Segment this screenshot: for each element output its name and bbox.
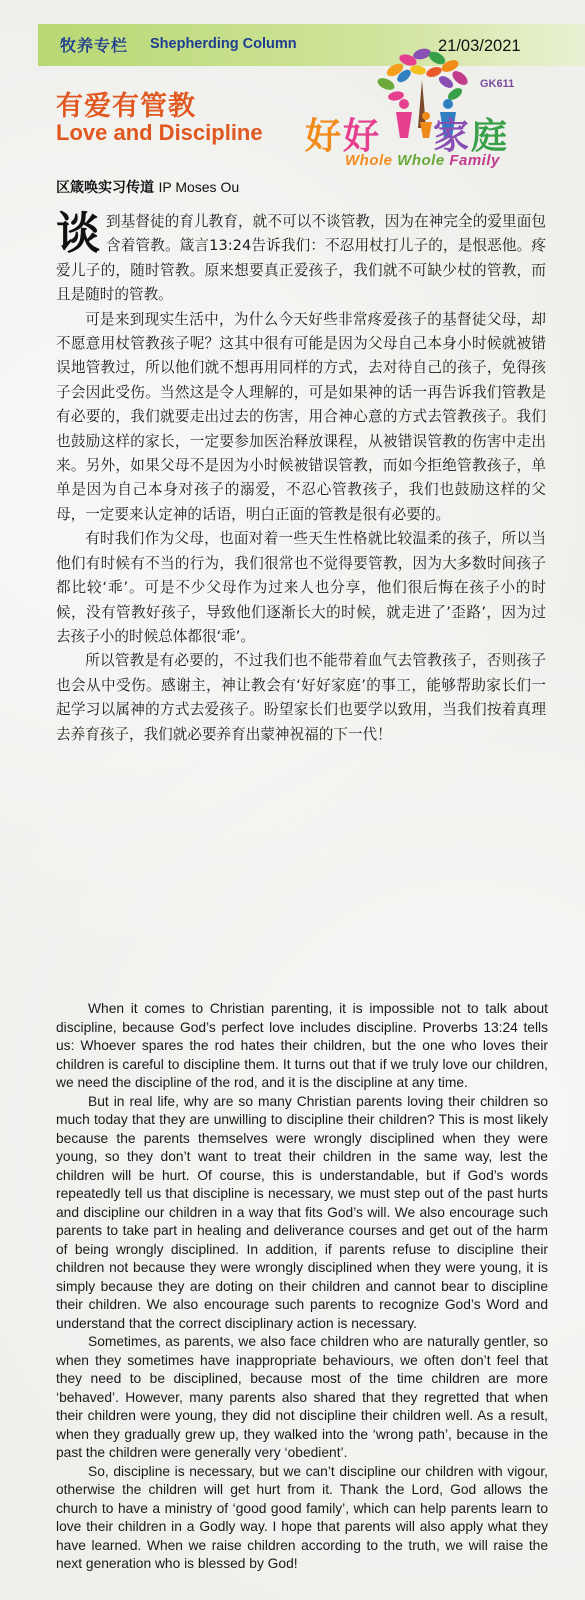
- paragraph-en-4: So, discipline is necessary, but we can’t discipline our children with vigour, otherwise the children will get hurt from it. Thank the Lord, God allows the church to have a ministry of ‘good good family’, which can help parents learn to love their children in a Godly way. I hope that parents will also apply what they have learned. When we raise children according to the truth, we will raise the next generation who is blessed by God!: [56, 1463, 548, 1571]
- paragraph-cn-2: 可是来到现实生活中，为什么今天好些非常疼爱孩子的基督徒父母，却不愿意用杖管教孩子呢？这其中很有可能是因为父母自己本身小时候就被错误地管教过，所以他们就不想再用同样的方式，去对待自己的孩子，免得孩子会因此受伤。当然这是令人理解的，可是如果神的话一再告诉我们管教是有必要的，我们就要走出过去的伤害，用合神心意的方式去管教孩子。我们也鼓励这样的家长，一定要参加医治释放课程，从被错误管教的伤害中走出来。另外，如果父母不是因为小时候被错误管教，而如今拒绝管教孩子，单单是因为自己本身对孩子的溺爱，不忍心管教孩子，我们也鼓励这样的父母，一定要来认定神的话语，明白正面的管教是很有必要的。: [56, 310, 546, 523]
- paragraph-cn-4: 所以管教是有必要的，不过我们也不能带着血气去管教孩子，否则孩子也会从中受伤。感谢主，神让教会有‘好好家庭’的事工，能够帮助家长们一起学习以属神的方式去爱孩子。盼望家长们也要学以致用，当我们按着真理去养育孩子，我们就必要养育出蒙神祝福的下一代！: [56, 652, 546, 743]
- publish-date: 21/03/2021: [438, 37, 521, 55]
- logo-english-text: [345, 152, 500, 169]
- author-title-cn: 区箴唤实习传道: [56, 180, 154, 196]
- drop-cap: 谈: [56, 208, 100, 259]
- paragraph-en-1: When it comes to Christian parenting, it is impossible not to talk about discipline, because God’s perfect love includes discipline. Proverbs 13:24 tells us: Whoever spares the rod hates their children, but the one who loves their children is careful to discipline them. It turns out that if we truly love our children, we need the discipline of the rod, and it is the discipline at any time.: [56, 1001, 548, 1090]
- logo-char-2: 好: [343, 116, 382, 157]
- column-name-en: Shepherding Column: [150, 36, 297, 52]
- paragraph-en-2: But in real life, why are so many Christian parents loving their children so much today that they are unwilling to discipline their children? This is most likely because the parents themselves were wrongly disciplined when they were young, so they don’t want to treat their children in the same way, lest the children will be hurt. Of course, this is understandable, but if God’s words repeatedly tell us that discipline is necessary, we must step out of the past hurts and discipline our children in a way that fits God’s will. We also encourage such parents to take part in healing and deliverance courses and get out of the harm of being wrongly disciplined. In addition, if parents refuse to discipline their children not because they were wrongly disciplined when they were young, it is simply because they are doting on their children and cannot bear to discipline their children. We also encourage such parents to recognize God’s Word and understand that the correct disciplinary action is necessary.: [56, 1093, 548, 1331]
- logo-word-2: Whole: [397, 152, 445, 169]
- article-title-cn: 有爱有管教: [56, 91, 196, 122]
- paragraph-cn-1-text: 到基督徒的育儿教育，就不可以不谈管教，因为在神完全的爱里面包含着管教。箴言13:24告诉我们：不忍用杖打儿子的，是恨恶他。疼爱儿子的，随时管教。原来想要真正爱孩子，我们就不可缺少杖的管教，而且是随时的管教。: [56, 213, 546, 304]
- logo-char-4: 庭: [471, 116, 510, 157]
- logo-word-3: Family: [449, 152, 500, 169]
- paragraph-en-3: Sometimes, as parents, we also face children who are naturally gentler, so when they sometimes have inappropriate behaviours, we often don’t feel that they need to be disciplined, because most of the time children are more ‘behaved’. However, many parents also shared that they regretted that when their children were young, they did not discipline their children well. As a result, when they gradually grew up, they walked into the ‘wrong path’, because in the past the children were generally very ‘obedient’.: [56, 1334, 548, 1460]
- author-name-en: IP Moses Ou: [158, 179, 240, 195]
- article-body-cn: [56, 210, 546, 747]
- logo-char-1: 好: [305, 116, 344, 157]
- paragraph-cn-1: [56, 210, 546, 308]
- logo-word-1: Whole: [345, 152, 393, 169]
- article-title-en: Love and Discipline: [56, 120, 263, 145]
- column-name-cn: 牧养专栏: [60, 36, 129, 55]
- logo-char-3: 家: [433, 116, 472, 157]
- author-line: [56, 177, 239, 197]
- paragraph-cn-3: 有时我们作为父母，也面对着一些天生性格就比较温柔的孩子，所以当他们有时候有不当的行为，我们很常也不觉得要管教，因为大多数时间孩子都比较‘乖’。可是不少父母作为过来人也分享，他们很后悔在孩子小的时候，没有管教好孩子，导致他们逐渐长大的时候，就走进了’歪路’，因为过去孩子小的时候总体都很‘乖’。: [56, 530, 546, 645]
- article-body-en: [56, 1000, 548, 1574]
- logo-code: GK611: [480, 78, 515, 90]
